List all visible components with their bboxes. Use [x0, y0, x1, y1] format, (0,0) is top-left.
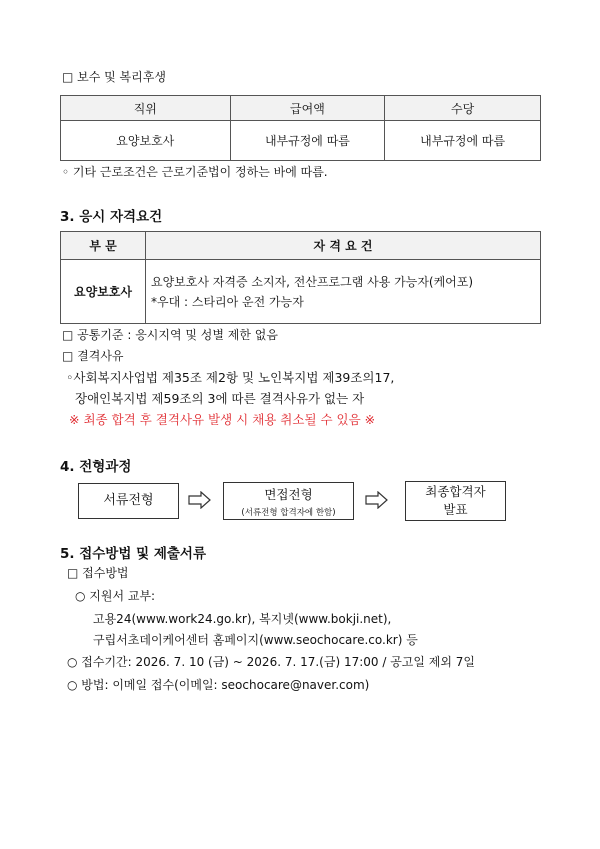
qual-col-dept: 부 문 — [61, 232, 146, 260]
method-heading: □ 접수방법 — [67, 566, 129, 580]
section-4-title: 4. 전형과정 — [60, 459, 132, 475]
pay-cell-position: 요양보호사 — [61, 121, 231, 161]
qual-requirement-line-2: *우대 : 스타리아 운전 가능자 — [151, 294, 304, 309]
qual-cell-dept: 요양보호사 — [61, 260, 146, 324]
pay-table — [60, 95, 541, 161]
qual-col-requirements: 자 격 요 건 — [146, 232, 541, 260]
application-period: ○ 접수기간: 2026. 7. 10 (금) ~ 2026. 7. 17.(금) 17:00 / 공고일 제외 7일 — [67, 655, 476, 669]
disqualification-line-2: 장애인복지법 제59조의 3에 따른 결격사유가 없는 자 — [75, 391, 365, 406]
qualification-table — [60, 231, 541, 324]
step-final-line-1: 최종합격자 — [425, 484, 486, 499]
application-form-bullet: ○ 지원서 교부: — [75, 589, 156, 603]
step-final-line-2: 발표 — [443, 502, 468, 517]
pay-cell-allowance: 내부규정에 따름 — [385, 121, 541, 161]
step-interview-label: 면접전형 — [264, 487, 313, 502]
distribution-sites-1: 고용24(www.work24.go.kr), 복지넷(www.bokji.net), — [93, 612, 392, 626]
step-document-screening-label: 서류전형 — [103, 493, 154, 508]
disqualification-heading: □ 결격사유 — [62, 349, 124, 363]
section-3-title: 3. 응시 자격요건 — [60, 209, 163, 225]
distribution-sites-2: 구립서초데이케어센터 홈페이지(www.seochocare.co.kr) 등 — [93, 633, 418, 647]
common-criteria: □ 공통기준 : 응시지역 및 성별 제한 없음 — [62, 328, 278, 342]
cancellation-warning: ※ 최종 합격 후 결격사유 발생 시 채용 취소될 수 있음 ※ — [69, 412, 376, 427]
disqualification-line-1: ◦사회복지사업법 제35조 제2항 및 노인복지법 제39조의17, — [66, 370, 395, 385]
qual-cell-requirements — [146, 260, 541, 324]
pay-col-salary: 급여액 — [230, 96, 385, 121]
pay-col-position: 직위 — [61, 96, 231, 121]
section-5-title: 5. 접수방법 및 제출서류 — [60, 546, 206, 562]
qual-requirement-line-1: 요양보호사 자격증 소지자, 전산프로그램 사용 가능자(케어포) — [151, 274, 474, 289]
pay-heading: □ 보수 및 복리후생 — [62, 70, 166, 84]
arrow-right-icon — [365, 491, 389, 509]
arrow-right-icon — [188, 491, 212, 509]
step-interview — [223, 482, 354, 520]
step-final-announcement — [405, 481, 506, 521]
application-method: ○ 방법: 이메일 접수(이메일: seochocare@naver.com) — [67, 678, 370, 692]
step-interview-sub: (서류전형 합격자에 한함) — [241, 508, 336, 518]
step-document-screening — [78, 483, 179, 519]
pay-note: ◦ 기타 근로조건은 근로기준법이 정하는 바에 따름. — [62, 165, 328, 179]
pay-cell-salary: 내부규정에 따름 — [230, 121, 385, 161]
pay-col-allowance: 수당 — [385, 96, 541, 121]
